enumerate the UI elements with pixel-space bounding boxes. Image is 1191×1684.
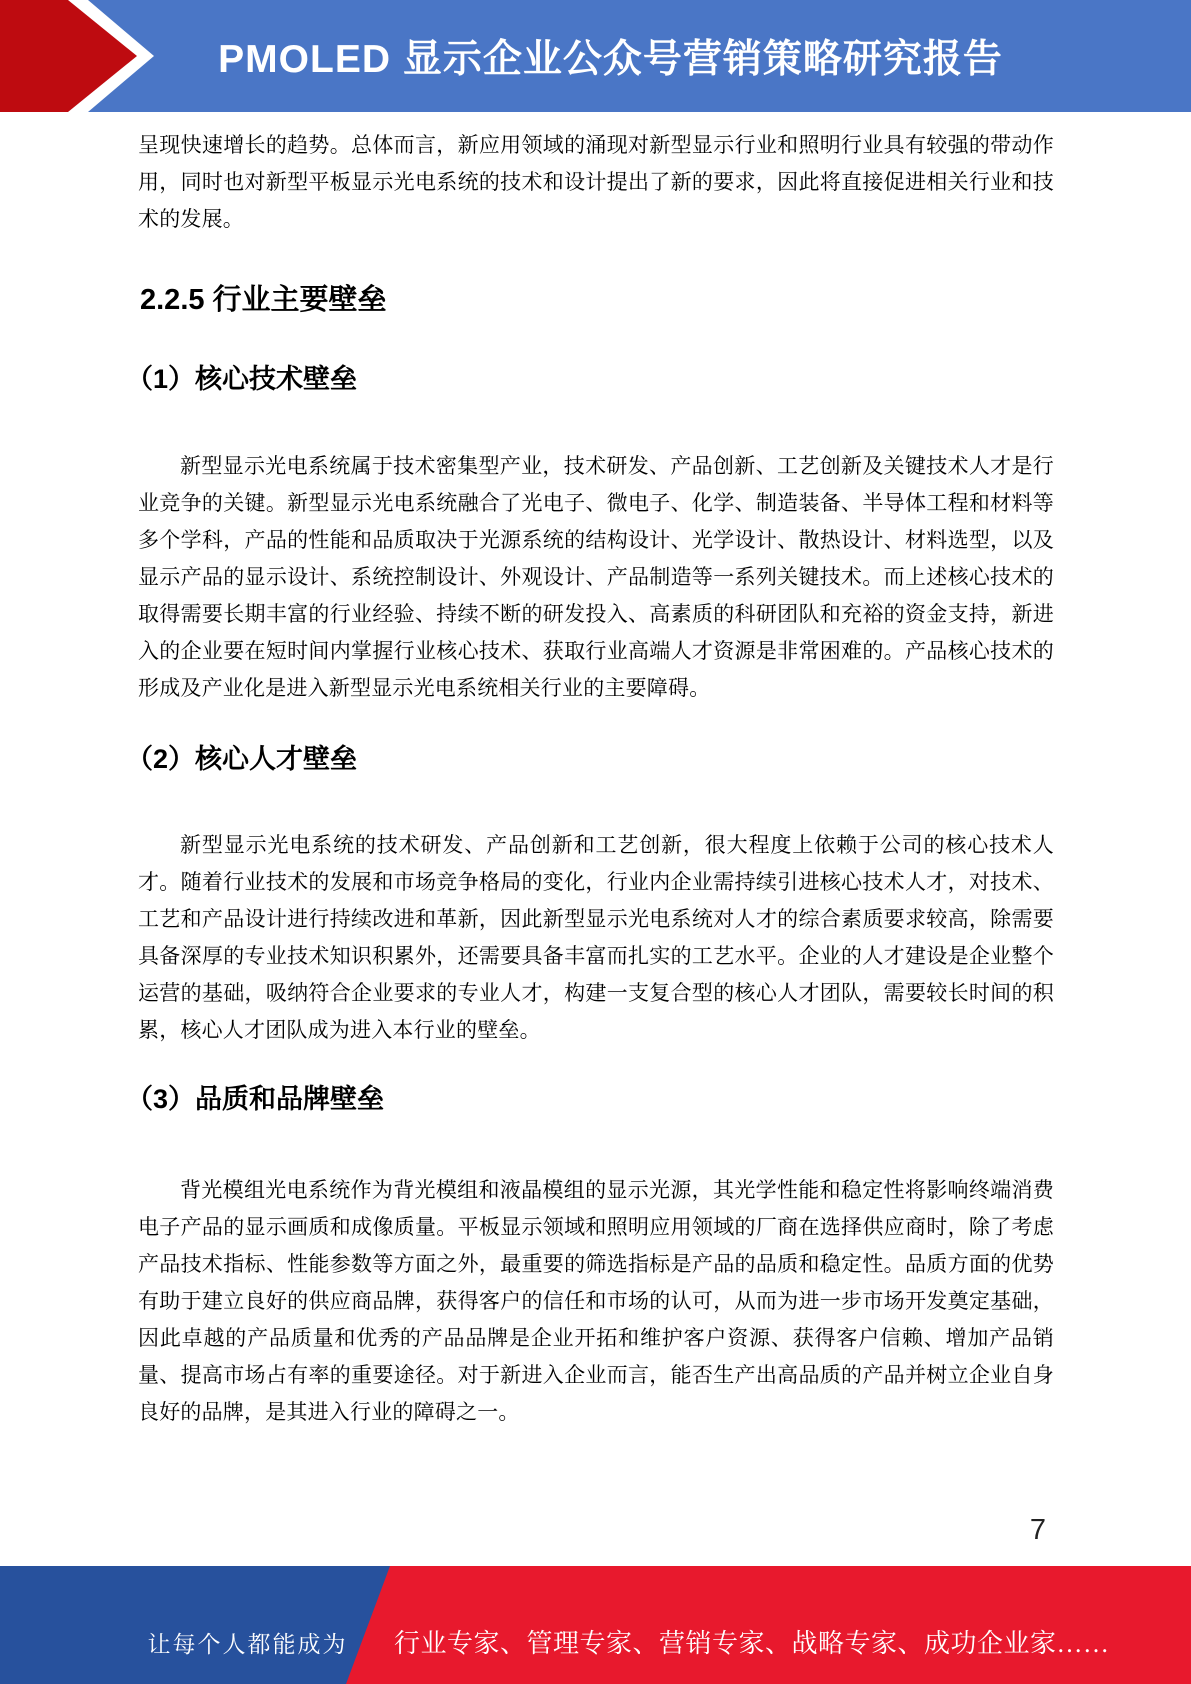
header-banner (0, 0, 1191, 112)
subsection-2-heading: （2）核心人才壁垒 (126, 744, 358, 774)
subsection-2-paragraph: 新型显示光电系统的技术研发、产品创新和工艺创新，很大程度上依赖于公司的核心技术人才。随着行业技术的发展和市场竞争格局的变化，行业内企业需持续引进核心技术人才，对技术、工艺和产品设计进行持续改进和革新，因此新型显示光电系统对人才的综合素质要求较高，除需要具备深厚的专业技术知识积累外，还需要具备丰富而扎实的工艺水平。企业的人才建设是企业整个运营的基础，吸纳符合企业要求的专业人才，构建一支复合型的核心人才团队，需要较长时间的积累，核心人才团队成为进入本行业的壁垒。 (138, 833, 1054, 1042)
subsection-3-heading: （3）品质和品牌壁垒 (126, 1084, 385, 1114)
footer (0, 1566, 1191, 1684)
subsection-1-heading: （1）核心技术壁垒 (126, 364, 358, 394)
subsection-3-paragraph: 背光模组光电系统作为背光模组和液晶模组的显示光源，其光学性能和稳定性将影响终端消费电子产品的显示画质和成像质量。平板显示领域和照明应用领域的厂商在选择供应商时，除了考虑产品技术指标、性能参数等方面之外，最重要的筛选指标是产品的品质和稳定性。品质方面的优势有助于建立良好的供应商品牌，获得客户的信任和市场的认可，从而为进一步市场开发奠定基础，因此卓越的产品质量和优秀的产品品牌是企业开拓和维护客户资源、获得客户信赖、增加产品销量、提高市场占有率的重要途径。对于新进入企业而言，能否生产出高品质的产品并树立企业自身良好的品牌，是其进入行业的障碍之一。 (138, 1178, 1054, 1424)
report-title: PMOLED 显示企业公众号营销策略研究报告 (218, 38, 1003, 81)
footer-slogan-left: 让每个人都能成为 (147, 1632, 348, 1657)
intro-paragraph: 呈现快速增长的趋势。总体而言，新应用领域的涌现对新型显示行业和照明行业具有较强的带动作用，同时也对新型平板显示光电系统的技术和设计提出了新的要求，因此将直接促进相关行业和技术的发展。 (138, 133, 1054, 231)
section-heading: 2.2.5 行业主要壁垒 (140, 284, 387, 316)
footer-slogan-right: 行业专家、管理专家、营销专家、战略专家、成功企业家…… (394, 1629, 1110, 1658)
subsection-1-paragraph: 新型显示光电系统属于技术密集型产业，技术研发、产品创新、工艺创新及关键技术人才是行业竞争的关键。新型显示光电系统融合了光电子、微电子、化学、制造装备、半导体工程和材料等多个学科，产品的性能和品质取决于光源系统的结构设计、光学设计、散热设计、材料选型，以及显示产品的显示设计、系统控制设计、外观设计、产品制造等一系列关键技术。而上述核心技术的取得需要长期丰富的行业经验、持续不断的研发投入、高素质的科研团队和充裕的资金支持，新进入的企业要在短时间内掌握行业核心技术、获取行业高端人才资源是非常困难的。产品核心技术的形成及产业化是进入新型显示光电系统相关行业的主要障碍。 (138, 454, 1054, 700)
page-number: 7 (1029, 1514, 1047, 1546)
